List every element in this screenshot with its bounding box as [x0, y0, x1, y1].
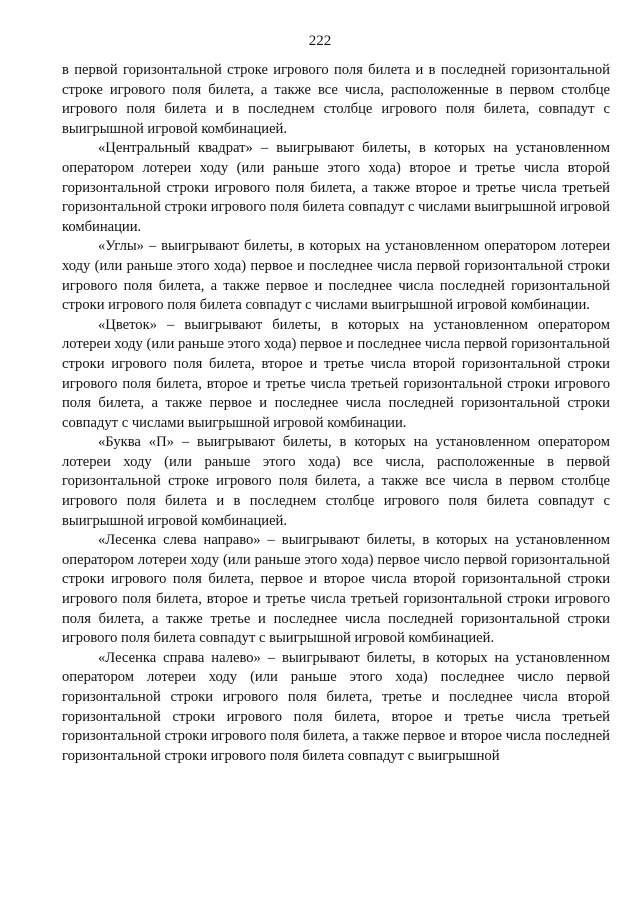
paragraph-central-square: «Центральный квадрат» – выигрывают билеты, в которых на установленном оператором лотереи ходу (или раньше этого хода) второе и третье числа второй горизонтальной строки игрового поля билета, а также второе и третье числа третьей горизонтальной строки игрового поля билета совпадут с числами выигрышной игровой комбинации. [62, 140, 610, 235]
paragraph-ladder-left-right: «Лесенка слева направо» – выигрывают билеты, в которых на установленном оператором лотереи ходу (или раньше этого хода) первое число первой горизонтальной строки игрового поля билета, первое и второе числа второй горизонтальной строки игрового поля билета, второе и третье числа третьей горизонтальной строки игрового поля билета, а также третье и последнее числа последней горизонтальной строки игрового поля билета совпадут с выигрышной игровой комбинацией. [62, 532, 610, 647]
paragraph-letter-p: «Буква «П» – выигрывают билеты, в которых на установленном оператором лотереи ходу (или раньше этого хода) все числа, расположенные в первой горизонтальной строке игрового поля билета, а также все числа в первом столбце игрового поля билета и в последнем столбце игрового поля билета совпадут с выигрышной игровой комбинацией. [62, 434, 610, 529]
document-body [62, 61, 610, 766]
paragraph-flower: «Цветок» – выигрывают билеты, в которых на установленном оператором лотереи ходу (или раньше этого хода) первое и последнее числа первой горизонтальной строки игрового поля билета, второе и третье числа второй горизонтальной строки игрового поля билета, второе и третье числа третьей горизонтальной строки игрового поля билета, а также первое и последнее числа последней горизонтальной строки совпадут с числами выигрышной игровой комбинации. [62, 316, 610, 431]
paragraph-continuation: в первой горизонтальной строке игрового поля билета и в последней горизонтальной строке игрового поля билета, а также все числа, расположенные в первом столбце игрового поля билета и в последнем столбце игрового поля билета, совпадут с выигрышной игровой комбинацией. [62, 62, 610, 137]
paragraph-corners: «Углы» – выигрывают билеты, в которых на установленном оператором лотереи ходу (или раньше этого хода) первое и последнее числа первой горизонтальной строки игрового поля билета, а также первое и последнее числа последней горизонтальной строки игрового поля билета совпадут с числами выигрышной игровой комбинации. [62, 238, 610, 314]
paragraph-ladder-right-left: «Лесенка справа налево» – выигрывают билеты, в которых на установленном оператором лотереи ходу (или раньше этого хода) последнее число первой горизонтальной строки игрового поля билета, третье и последнее числа второй горизонтальной строки игрового поля билета, второе и третье числа третьей горизонтальной строки игрового поля билета, а также первое и второе числа последней горизонтальной строки игрового поля билета совпадут с выигрышной [62, 649, 610, 764]
page-number: 222 [308, 33, 332, 49]
